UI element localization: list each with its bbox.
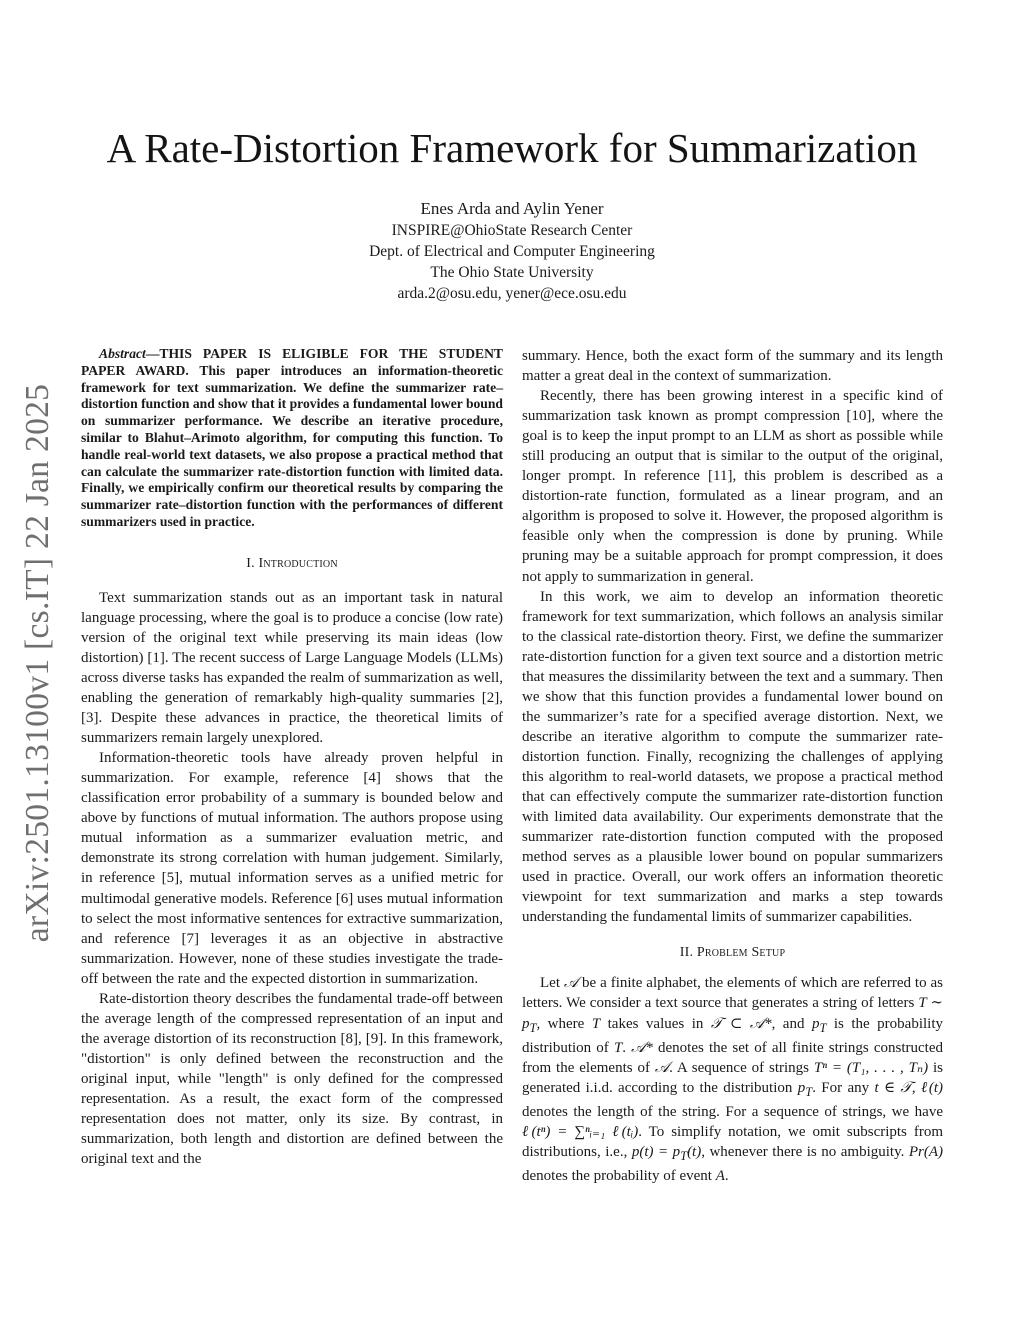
text-run: denotes the length of the string. For a sequence of strings, we have [522, 1103, 943, 1120]
author-block [0, 198, 1024, 304]
intro-paragraph-4: Recently, there has been growing interest in a specific kind of summarization task known as prompt compression [10], where the goal is to keep the input prompt to an LLM as short as possible while still producing an output that is similar to the output of the original, longer prompt. In reference [11], this problem is described as a distortion-rate function, formulated as a linear program, and an algorithm is proposed to solve it. However, the proposed algorithm is feasible only when the compression is done by pruning. While pruning may be a suitable approach for prompt compression, it does not apply to summarization in general. [522, 388, 943, 585]
problem-setup-paragraph [522, 973, 943, 1185]
text-run: . A sequence of strings [669, 1059, 814, 1076]
math-subscript: T [819, 1020, 827, 1035]
math-run: Pr(A) [908, 1143, 943, 1160]
math-run: 𝒯 ⊂ 𝒜* [710, 1015, 772, 1032]
affiliation-line-3: The Ohio State University [430, 264, 594, 281]
math-run: p(t) = p [631, 1143, 681, 1160]
text-run: , [911, 1079, 922, 1096]
math-run: 𝒜 [654, 1059, 670, 1076]
paper-title: A Rate-Distortion Framework for Summarization [106, 125, 918, 171]
text-run: . [724, 1167, 729, 1184]
intro-paragraph-continued: summary. Hence, both the exact form of the summary and its length matter a great deal in the context of summarization. [522, 348, 943, 385]
author-emails: arda.2@osu.edu, yener@ece.osu.edu [397, 285, 627, 302]
text-run: be a finite alphabet, the elements of which are referred to as letters. We consider a text source that generates a string of letters [522, 975, 943, 1012]
math-run: T [613, 1039, 623, 1056]
math-subscript: T [529, 1020, 537, 1035]
arxiv-identifier-stamp [8, 378, 68, 948]
arxiv-identifier-text: arXiv:2501.13100v1 [cs.IT] 22 Jan 2025 [19, 383, 57, 943]
math-run: (t) [687, 1143, 702, 1160]
math-run: p [811, 1015, 820, 1032]
text-run: , whenever there is no ambiguity. [701, 1143, 909, 1160]
section-heading-introduction: I. Introduction [246, 555, 338, 571]
math-run: A [715, 1167, 725, 1184]
abstract [81, 346, 503, 531]
intro-paragraph-5: In this work, we aim to develop an information theoretic framework for text summarization, which follows an analysis similar to the classical rate-distortion theory. First, we define the summarizer rate-distortion function for a given text source and a distortion metric that measures the dissimilarity between the text and a summary. Then we show that this function provides a fundamental lower bound on the summarizer’s rate for a specified average distortion. Next, we describe an iterative algorithm to compute the summarizer rate-distortion function. Finally, recognizing the challenges of applying this algorithm to real-world datasets, we propose a practical method that can effectively compute the summarizer rate-distortion function with limited data availability. Our experiments demonstrate that the summarizer rate-distortion function computed with the proposed method serves as a plausible lower bound on popular summarizers used in practice. Overall, our work offers an information theoretic viewpoint for text summarization and marks a step towards understanding the fundamental limits of summarizer capabilities. [522, 588, 943, 926]
math-run: ℓ(tⁿ) = ∑ⁿᵢ₌₁ ℓ(tᵢ) [522, 1123, 639, 1140]
math-run: ℓ(t) [921, 1079, 944, 1096]
author-names: Enes Arda and Aylin Yener [420, 199, 604, 218]
section-heading-problem-setup: II. Problem Setup [679, 945, 786, 961]
math-subscript: T [805, 1084, 813, 1099]
math-run: p [797, 1079, 806, 1096]
text-run: . For any [812, 1079, 875, 1096]
intro-paragraph-2: Information-theoretic tools have already proven helpful in summarization. For example, reference [4] shows that the classification error probability of a summary is bounded below and above by functions of mutual information. The authors propose using mutual information as a summarizer evaluation metric, and demonstrate its strong correlation with human judgement. Similarly, in reference [5], mutual information serves as a unified metric for multimodal generative models. Reference [6] uses mutual information to select the most informative sentences for extractive summarization, and reference [7] leverages it as an objective in abstractive summarization. However, none of these studies investigate the trade-off between the rate and the expected distortion in summarization. [81, 750, 503, 987]
text-run: , and [771, 1015, 812, 1032]
text-run: is the probability distribution of [522, 1015, 943, 1056]
abstract-label: Abstract [99, 346, 146, 361]
math-subscript: T [680, 1148, 688, 1163]
intro-paragraph-1: Text summarization stands out as an important task in natural language processing, where the goal is to produce a concise (low rate) version of the original text while preserving its main ideas (low distortion) [1]. The recent success of Large Language Models (LLMs) across diverse tasks has expanded the realm of summarization as well, enabling the generation of remarkably high-quality summaries [2], [3]. Despite these advances in practice, the theoretical limits of summarizers remain largely unexplored. [81, 589, 503, 747]
text-run: is generated i.i.d. according to the distribution [522, 1059, 943, 1096]
math-run: 𝒜* [631, 1039, 653, 1056]
left-column [81, 346, 503, 1169]
text-run: denotes the set of all finite strings constructed from the elements of [522, 1039, 944, 1076]
math-run: T [591, 1015, 601, 1032]
math-run: Tⁿ = (T₁, . . . , Tₙ) [813, 1059, 929, 1076]
intro-paragraph-3: Rate-distortion theory describes the fundamental trade-off between the average length of the compressed representation of an input and the average distortion of its reconstruction [8], [9]. In this framework, "distortion" is only defined between the reconstruction and the original input, while "length" is only defined for the compressed representation. As a result, the exact form of the compressed representation does not matter, only its size. By contrast, in summarization, both length and distortion are defined between the original text and the [81, 990, 503, 1168]
right-column [522, 346, 943, 1186]
text-run: . To simplify notation, we omit subscripts from distributions, i.e., [522, 1123, 943, 1160]
text-run: denotes the probability of event [522, 1167, 716, 1184]
text-run: . [622, 1039, 632, 1056]
math-run: T ∼ p [522, 995, 943, 1032]
abstract-text: —THIS PAPER IS ELIGIBLE FOR THE STUDENT PAPER AWARD. This paper introduces an information-theoretic framework for text summarization. We define the summarizer rate–distortion function and show that it provides a fundamental lower bound on summarizer performance. We describe an iterative procedure, similar to Blahut–Arimoto algorithm, for computing this function. To handle real-world text datasets, we also propose a practical method that can calculate the summarizer rate-distortion function with limited data. Finally, we empirically confirm our theoretical results by comparing the summarizer rate–distortion function with the performances of different summarizers used in practice. [81, 346, 503, 529]
text-run: Let [540, 975, 564, 992]
affiliation-line-1: INSPIRE@OhioState Research Center [391, 222, 633, 239]
affiliation-line-2: Dept. of Electrical and Computer Engineering [369, 243, 655, 260]
text-run: takes values in [600, 1015, 711, 1032]
math-run: t ∈ 𝒯 [874, 1079, 912, 1096]
text-run: , where [536, 1015, 592, 1032]
math-run: 𝒜 [563, 975, 579, 992]
